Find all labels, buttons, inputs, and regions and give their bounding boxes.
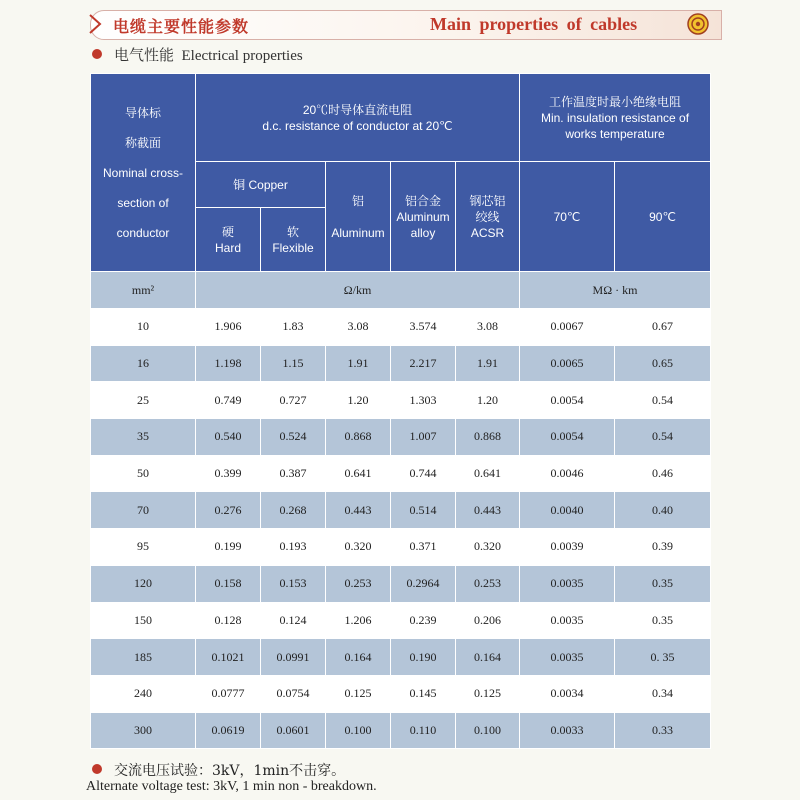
table-cell: 1.198: [196, 345, 261, 382]
table-cell: 1.20: [456, 382, 520, 419]
table-cell: 0.164: [456, 639, 520, 676]
page-title-en: Main properties of cables: [430, 14, 638, 34]
table-cell: 0.34: [615, 675, 711, 712]
table-cell: 35: [91, 419, 196, 456]
table-cell: 0.0035: [520, 565, 615, 602]
table-cell: 0.239: [391, 602, 456, 639]
table-cell: 0.399: [196, 455, 261, 492]
table-cell: 0.39: [615, 529, 711, 566]
table-cell: 0.749: [196, 382, 261, 419]
table-cell: 3.08: [326, 309, 391, 346]
table-cell: 0.33: [615, 712, 711, 749]
unit-resistance: Ω/km: [196, 272, 520, 309]
unit-area: mm²: [91, 272, 196, 309]
table-cell: 0.641: [326, 455, 391, 492]
table-cell: 3.08: [456, 309, 520, 346]
table-cell: 1.15: [261, 345, 326, 382]
table-cell: 50: [91, 455, 196, 492]
table-cell: 0.193: [261, 529, 326, 566]
table-cell: 0.153: [261, 565, 326, 602]
table-cell: 0.0040: [520, 492, 615, 529]
table-cell: 0.190: [391, 639, 456, 676]
nominal-cross-section-header: 导体标 称截面 Nominal cross- section of conductor: [91, 74, 196, 272]
acsr-header: 钢芯铝 绞线 ACSR: [456, 162, 520, 272]
table-cell: 0.54: [615, 382, 711, 419]
table-cell: 1.303: [391, 382, 456, 419]
table-cell: 0.0035: [520, 602, 615, 639]
table-cell: 0.1021: [196, 639, 261, 676]
table-cell: 0.371: [391, 529, 456, 566]
table-cell: 0.0046: [520, 455, 615, 492]
unit-insulation: MΩ · km: [520, 272, 711, 309]
table-cell: 0.443: [456, 492, 520, 529]
footer-note-en: Alternate voltage test: 3kV, 1 min non - breakdown.: [86, 779, 377, 794]
table-cell: 1.007: [391, 419, 456, 456]
table-cell: 0.67: [615, 309, 711, 346]
table-cell: 0.744: [391, 455, 456, 492]
insulation-header: 工作温度时最小绝缘电阻 Min. insulation resistance of works temperature: [520, 74, 711, 162]
table-cell: 0.0033: [520, 712, 615, 749]
table-cell: 0.0777: [196, 675, 261, 712]
table-cell: 1.906: [196, 309, 261, 346]
footer-note-cn: 交流电压试验：3kV，1min不击穿。: [92, 760, 345, 780]
table-cell: 0.100: [326, 712, 391, 749]
table-cell: 0.206: [456, 602, 520, 639]
table-cell: 0.158: [196, 565, 261, 602]
temp-90-header: 90℃: [615, 162, 711, 272]
table-cell: 0.320: [456, 529, 520, 566]
aluminum-header: 铝 Aluminum: [326, 162, 391, 272]
table-cell: 0.268: [261, 492, 326, 529]
table-cell: 0.100: [456, 712, 520, 749]
table-cell: 1.20: [326, 382, 391, 419]
table-cell: 0.868: [456, 419, 520, 456]
temp-70-header: 70℃: [520, 162, 615, 272]
table-cell: 0.145: [391, 675, 456, 712]
table-cell: 300: [91, 712, 196, 749]
table-row: [91, 382, 711, 419]
table-cell: 1.91: [326, 345, 391, 382]
table-row: [91, 565, 711, 602]
table-row: [91, 675, 711, 712]
table-cell: 0.164: [326, 639, 391, 676]
copper-header: 铜 Copper: [196, 162, 326, 208]
resistance-header: 20℃时导体直流电阻 d.c. resistance of conductor at 20℃: [196, 74, 520, 162]
table-cell: 0.276: [196, 492, 261, 529]
table-cell: 0.868: [326, 419, 391, 456]
table-cell: 185: [91, 639, 196, 676]
bullet-icon: [92, 49, 102, 59]
table-cell: 0.0054: [520, 419, 615, 456]
table-cell: 0.0991: [261, 639, 326, 676]
table-cell: 0.54: [615, 419, 711, 456]
table-cell: 16: [91, 345, 196, 382]
table-cell: 0.514: [391, 492, 456, 529]
table-cell: 0.0054: [520, 382, 615, 419]
table-cell: 0.0034: [520, 675, 615, 712]
table-cell: 0.0065: [520, 345, 615, 382]
table-cell: 0.443: [326, 492, 391, 529]
table-cell: 0.128: [196, 602, 261, 639]
table-cell: 0.0067: [520, 309, 615, 346]
copper-flexible-header: 软 Flexible: [261, 208, 326, 272]
table-cell: 0.0601: [261, 712, 326, 749]
table-cell: 0.35: [615, 602, 711, 639]
table-cell: 0.124: [261, 602, 326, 639]
table-cell: 0.253: [326, 565, 391, 602]
table-cell: 70: [91, 492, 196, 529]
table-cell: 0.524: [261, 419, 326, 456]
table-cell: 0.387: [261, 455, 326, 492]
table-row: [91, 419, 711, 456]
table-cell: 120: [91, 565, 196, 602]
aluminum-alloy-header: 铝合金 Aluminum alloy: [391, 162, 456, 272]
table-cell: 150: [91, 602, 196, 639]
table-cell: 240: [91, 675, 196, 712]
table-cell: 0.35: [615, 565, 711, 602]
table-cell: 0.0754: [261, 675, 326, 712]
table-cell: 0.540: [196, 419, 261, 456]
table-row: [91, 639, 711, 676]
table-cell: 0.0035: [520, 639, 615, 676]
table-cell: 1.91: [456, 345, 520, 382]
table-cell: 0.125: [456, 675, 520, 712]
table-cell: 0.2964: [391, 565, 456, 602]
page-title-cn: 电缆主要性能参数: [113, 17, 250, 36]
table-cell: 95: [91, 529, 196, 566]
table-cell: 0.46: [615, 455, 711, 492]
table-cell: 10: [91, 309, 196, 346]
table-cell: 0.40: [615, 492, 711, 529]
table-row: [91, 602, 711, 639]
company-logo-icon: [687, 13, 709, 35]
electrical-properties-table: [90, 73, 711, 749]
table-cell: 0.320: [326, 529, 391, 566]
chevron-right-icon: [88, 13, 102, 35]
table-row: [91, 712, 711, 749]
table-row: [91, 309, 711, 346]
table-cell: 0.253: [456, 565, 520, 602]
table-cell: 0.641: [456, 455, 520, 492]
copper-hard-header: 硬 Hard: [196, 208, 261, 272]
table-row: [91, 345, 711, 382]
table-cell: 1.206: [326, 602, 391, 639]
table-row: [91, 455, 711, 492]
table-cell: 0.125: [326, 675, 391, 712]
table-cell: 0.65: [615, 345, 711, 382]
table-cell: 2.217: [391, 345, 456, 382]
table-cell: 0.199: [196, 529, 261, 566]
table-cell: 0. 35: [615, 639, 711, 676]
table-cell: 0.0039: [520, 529, 615, 566]
table-cell: 25: [91, 382, 196, 419]
table-row: [91, 529, 711, 566]
table-cell: 0.727: [261, 382, 326, 419]
table-cell: 0.0619: [196, 712, 261, 749]
table-cell: 0.110: [391, 712, 456, 749]
table-cell: 3.574: [391, 309, 456, 346]
section-heading: 电气性能 Electrical properties: [92, 44, 303, 65]
bullet-icon: [92, 764, 102, 774]
table-row: [91, 492, 711, 529]
table-cell: 1.83: [261, 309, 326, 346]
